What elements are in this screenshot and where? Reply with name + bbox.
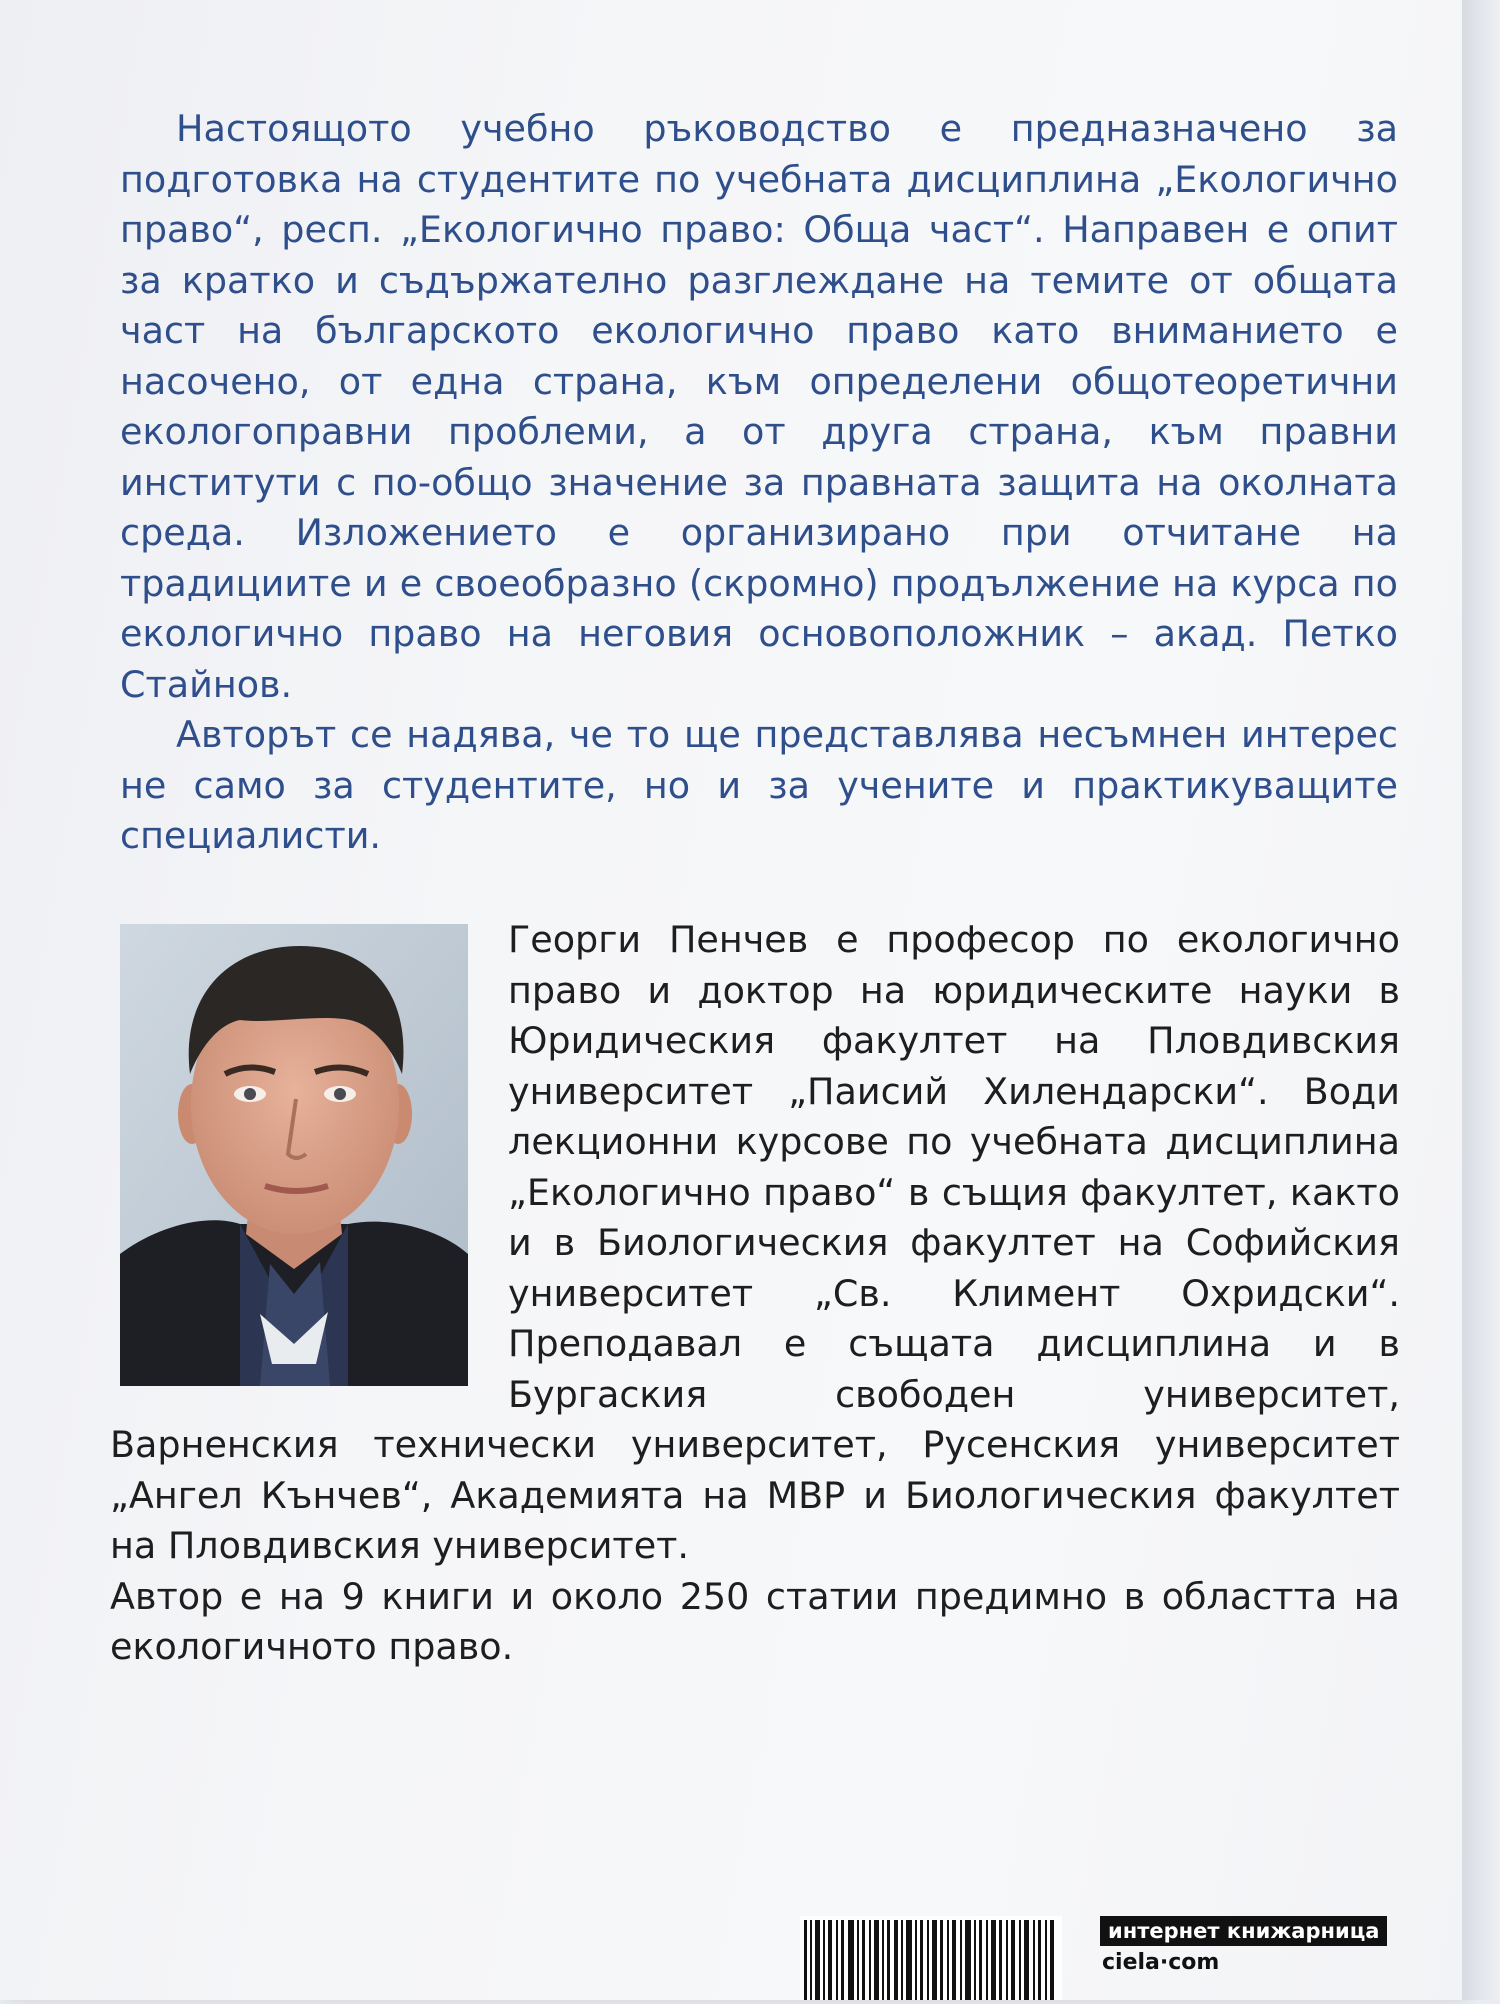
bookstore-badge: [1100, 1916, 1405, 1980]
author-bio: [110, 915, 1400, 1673]
bookstore-label: интернет книжарница: [1100, 1916, 1387, 1946]
blurb-paragraph-1: Настоящото учебно ръководство е предназначено за подготовка на студентите по учебната дисциплина „Екологично право“, респ. „Екологично право: Обща част“. Направен е опит за кратко и съдържателно разглеждане на темите от общата част на българското екологично право като вниманието е насочено, от една страна, към определени общотеоретични екологоправни проблеми, а от друга страна, към правни институти с по-общо значение за правната защита на околната среда. Изложението е организирано при отчитане на традициите и е своеобразно (скромно) продължение на курса по екологично право на неговия основоположник – акад. Петко Стайнов.: [120, 107, 1398, 706]
barcode: [800, 1916, 1062, 2000]
photo-spacer: [110, 915, 508, 1405]
book-blurb: [120, 104, 1398, 862]
author-bio-text: Георги Пенчев е професор по екологично право и доктор на юридическите науки в Юридическия факултет на Пловдивския университет „Паисий Хилендарски“. Води лекционни курсове по учебната дисциплина „Екологично право“ в същия факултет, както и в Биологическия факултет на Софийския университет „Св. Климент Охридски“. Преподавал е същата дисциплина и в Бургаския свободен университет, Варненския технически университет, Русенския университет „Ангел Кънчев“, Академията на МВР и Биологическия факултет на Пловдивския университет.: [110, 918, 1400, 1567]
author-books-text: Автор е на 9 книги и около 250 статии предимно в областта на екологичното право.: [110, 1574, 1400, 1668]
cover-edge: [1462, 0, 1500, 2000]
blurb-paragraph-2: Авторът се надява, че то ще представлява несъмнен интерес не само за студентите, но и за учените и практикуващите специалисти.: [120, 713, 1398, 857]
bookstore-site: ciela·com: [1102, 1950, 1220, 1975]
